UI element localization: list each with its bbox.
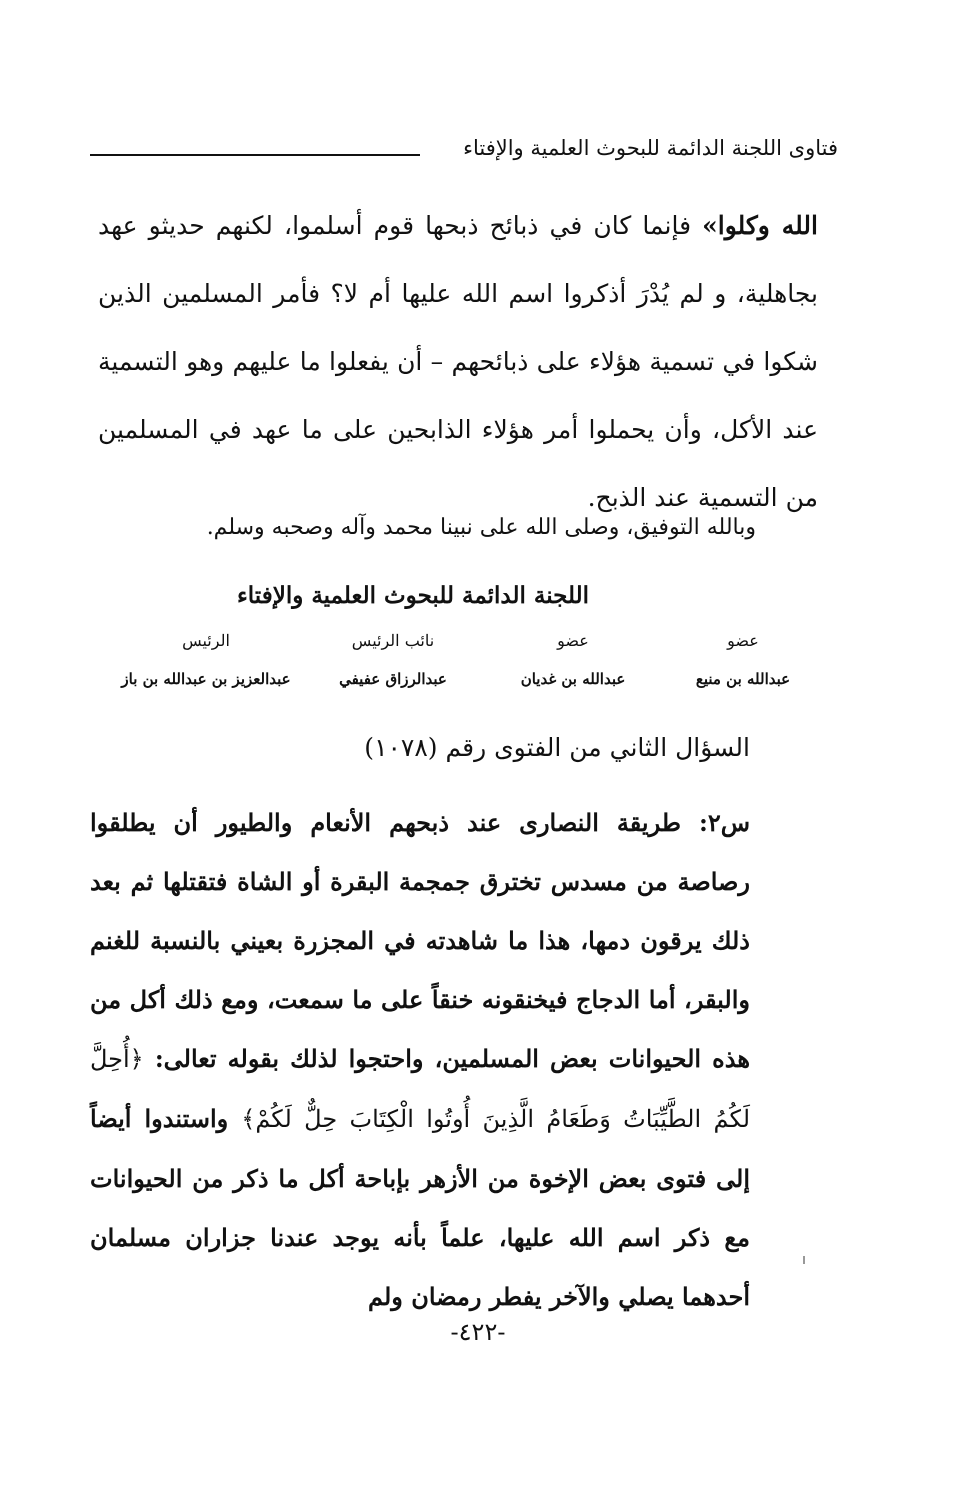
- paragraph-opening: الله وكلوا»: [702, 211, 818, 240]
- signatory-role: نائب الرئيس: [351, 631, 435, 650]
- header-rule: [90, 154, 420, 156]
- question-paragraph: [90, 793, 750, 1326]
- signatory: [678, 628, 808, 708]
- signatory-role: عضو: [557, 631, 589, 650]
- signatory: [308, 628, 478, 708]
- signatory: [106, 628, 306, 708]
- signatory-name: عبدالله بن منيع: [695, 670, 791, 688]
- signatory-name: عبدالله بن غديان: [520, 670, 626, 688]
- fatwa-paragraph: [98, 192, 818, 532]
- question-title: السؤال الثاني من الفتوى رقم (١٠٧٨): [364, 733, 750, 762]
- margin-mark: [803, 1256, 805, 1264]
- header-title: فتاوى اللجنة الدائمة للبحوث العلمية والإفتاء: [463, 136, 838, 160]
- signatory-role: الرئيس: [182, 631, 230, 650]
- quran-verse: ﴿أُحِلَّ لَكُمُ الطَّيِّبَاتُ وَطَعَامُ الَّذِينَ أُوتُوا الْكِتَابَ حِلٌّ لَكُمْ﴾: [90, 1045, 751, 1133]
- paragraph-text: فإنما كان في ذبائح ذبحها قوم أسلموا، لكنهم حديثو عهد بجاهلية، و لم يُدْرَ أذكروا اسم الله عليها أم لا؟ فأمر المسلمين الذين شكوا في تسمية هؤلاء على ذبائحهم – أن يفعلوا ما عليهم وهو التسمية عند الأكل، وأن يحملوا أمر هؤلاء الذابحين على ما عهد في المسلمين من التسمية عند الذبح.: [98, 211, 818, 512]
- question-text: س٢: طريقة النصارى عند ذبحهم الأنعام والطيور أن يطلقوا رصاصة من مسدس تخترق جمجمة البقرة أو الشاة فتقتلها ثم بعد ذلك يرقون دمها، هذا ما شاهدته في المجزرة بعيني بالنسبة للغنم والبقر، أما الدجاج فيخنقونه خنقاً على ما سمعت، ومع ذلك أكل من هذه الحيوانات بعض المسلمين، واحتجوا لذلك بقوله تعالى:: [90, 808, 750, 1073]
- question-text-continued: واستندوا أيضاً إلى فتوى بعض الإخوة من الأزهر بإباحة أكل ما ذكر من الحيوانات مع ذكر اسم الله عليها، علماً بأنه يوجد عندنا جزاران مسلمان أحدهما يصلي والآخر يفطر رمضان ولم: [90, 1104, 750, 1311]
- signatory: [498, 628, 648, 708]
- page-number: -٤٢٢-: [450, 1318, 506, 1346]
- signatory-name: عبدالرزاق عفيفي: [339, 670, 447, 688]
- signatory-role: عضو: [727, 631, 759, 650]
- running-header: [90, 130, 838, 174]
- signatory-name: عبدالعزيز بن عبدالله بن باز: [121, 670, 291, 688]
- closing-line: وبالله التوفيق، وصلى الله على نبينا محمد وآله وصحبه وسلم.: [206, 515, 756, 540]
- committee-title: اللجنة الدائمة للبحوث العلمية والإفتاء: [236, 582, 590, 609]
